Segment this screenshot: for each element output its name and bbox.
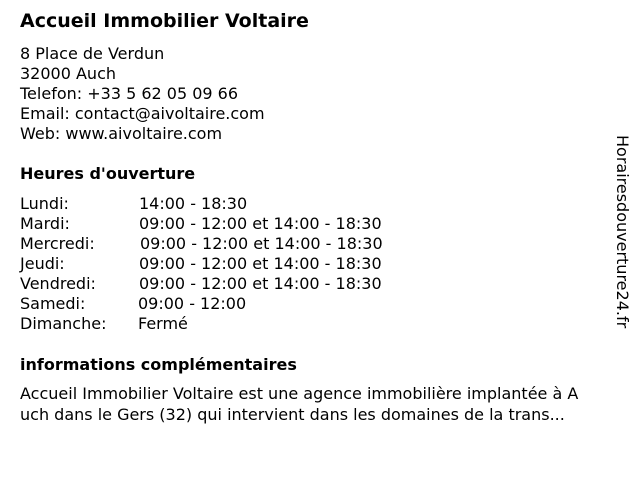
day-label: Mercredi: — [20, 234, 95, 253]
hours-value: 09:00 - 12:00 et 14:00 - 18:30 — [140, 234, 383, 253]
hours-row-monday — [20, 194, 440, 214]
hours-value: 14:00 - 18:30 — [139, 194, 248, 213]
description-line: Accueil Immobilier Voltaire est une agence immobilière implantée à A — [20, 384, 579, 403]
hours-row-sunday — [20, 314, 440, 334]
hours-row-tuesday — [20, 214, 440, 234]
hours-value: 09:00 - 12:00 et 14:00 - 18:30 — [139, 214, 382, 233]
hours-row-saturday — [20, 294, 440, 314]
opening-hours-heading: Heures d'ouverture — [20, 164, 196, 183]
hours-value: 09:00 - 12:00 — [138, 294, 247, 313]
email-address: Email: contact@aivoltaire.com — [20, 104, 265, 123]
day-label: Mardi: — [20, 214, 70, 233]
phone-number: Telefon: +33 5 62 05 09 66 — [20, 84, 239, 103]
hours-value: Fermé — [138, 314, 188, 333]
day-label: Lundi: — [20, 194, 69, 213]
hours-row-thursday — [20, 254, 440, 274]
day-label: Vendredi: — [20, 274, 96, 293]
hours-row-friday — [20, 274, 440, 294]
hours-row-wednesday — [20, 234, 440, 254]
description-line: uch dans le Gers (32) qui intervient dans les domaines de la trans... — [20, 405, 565, 424]
address-street: 8 Place de Verdun — [20, 44, 165, 63]
website-link[interactable]: Web: www.aivoltaire.com — [20, 124, 223, 143]
day-label: Dimanche: — [20, 314, 107, 333]
hours-value: 09:00 - 12:00 et 14:00 - 18:30 — [139, 274, 382, 293]
business-description — [20, 383, 630, 425]
additional-info-heading: informations complémentaires — [20, 355, 297, 374]
hours-value: 09:00 - 12:00 et 14:00 - 18:30 — [139, 254, 382, 273]
day-label: Jeudi: — [20, 254, 65, 273]
business-name: Accueil Immobilier Voltaire — [20, 10, 309, 32]
address-city: 32000 Auch — [20, 64, 117, 83]
day-label: Samedi: — [20, 294, 86, 313]
site-brand-vertical: Horairesdouverture24.fr — [613, 135, 632, 329]
